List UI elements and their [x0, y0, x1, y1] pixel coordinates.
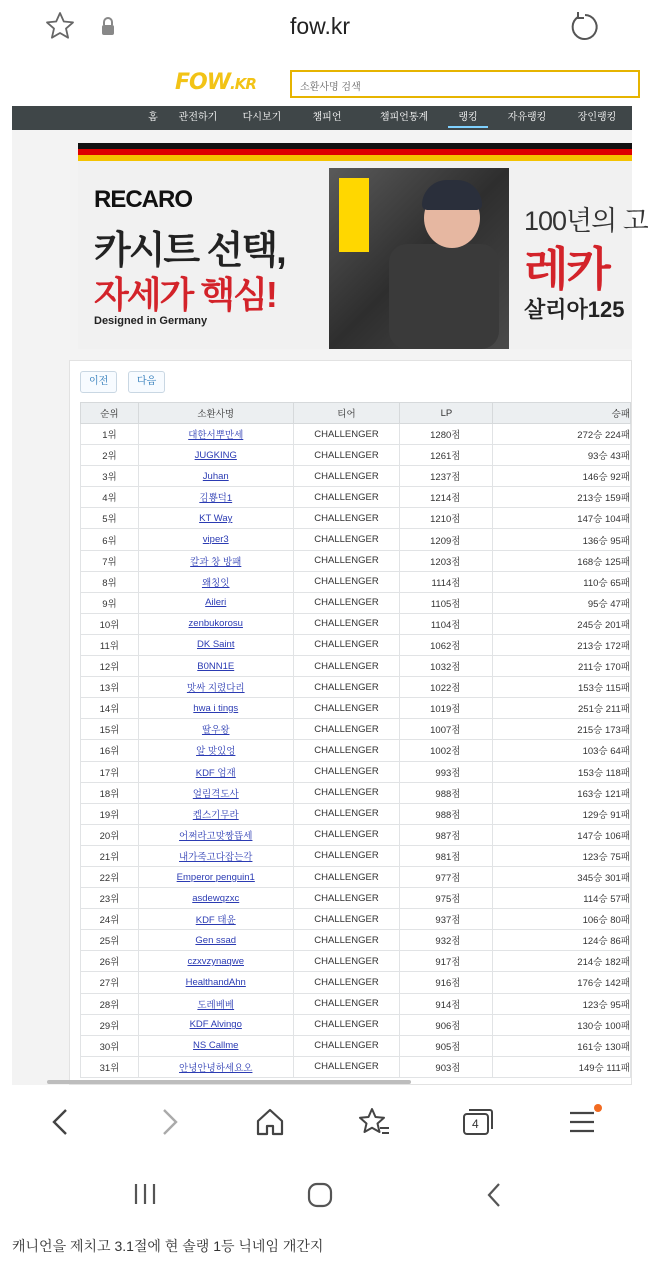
rank-cell: 17위 — [81, 761, 139, 782]
tier-cell: CHALLENGER — [293, 951, 400, 972]
col-rank[interactable]: 순위 — [81, 403, 139, 424]
summoner-name-link[interactable]: 김뿅덕1 — [138, 487, 293, 508]
next-page-button[interactable]: 다음 — [128, 371, 165, 393]
ad-brand-kr: 레카 — [524, 243, 609, 295]
col-summoner[interactable]: 소환사명 — [138, 403, 293, 424]
ad-banner[interactable] — [78, 143, 648, 349]
lp-cell: 1214점 — [400, 487, 493, 508]
summoner-name-link[interactable]: Aileri — [138, 592, 293, 613]
summoner-name-link[interactable]: 켑스기무라 — [138, 803, 293, 824]
rank-cell: 8위 — [81, 571, 139, 592]
table-row — [81, 445, 631, 466]
lp-cell: 1019점 — [400, 698, 493, 719]
rank-cell: 11위 — [81, 634, 139, 655]
tier-cell: CHALLENGER — [293, 634, 400, 655]
table-row — [81, 930, 631, 951]
rank-cell: 2위 — [81, 445, 139, 466]
summoner-name-link[interactable]: 얼림격도사 — [138, 782, 293, 803]
post-caption: 캐니언을 제치고 3.1절에 현 솔랭 1등 닉네임 개간지 — [12, 1238, 324, 1254]
rank-cell: 30위 — [81, 1035, 139, 1056]
lp-cell: 916점 — [400, 972, 493, 993]
table-row — [81, 677, 631, 698]
prev-page-button[interactable]: 이전 — [80, 371, 117, 393]
table-row — [81, 740, 631, 761]
table-row — [81, 972, 631, 993]
flag-stripe-gold — [78, 155, 632, 161]
horizontal-scrollbar[interactable] — [47, 1080, 411, 1084]
table-row — [81, 466, 631, 487]
summoner-search-input[interactable]: 소환사명 검색 — [290, 70, 640, 98]
rank-cell: 3위 — [81, 466, 139, 487]
table-row — [81, 993, 631, 1014]
table-row — [81, 888, 631, 909]
back-icon[interactable] — [44, 1104, 80, 1140]
record-cell: 168승 125패 — [493, 550, 631, 571]
tier-cell: CHALLENGER — [293, 866, 400, 887]
record-cell: 147승 106패 — [493, 824, 631, 845]
table-row — [81, 613, 631, 634]
web-viewport — [12, 60, 648, 1085]
ad-subline: 100년의 고 — [524, 206, 648, 236]
tier-cell: CHALLENGER — [293, 993, 400, 1014]
tier-cell: CHALLENGER — [293, 719, 400, 740]
table-row — [81, 656, 631, 677]
tier-cell: CHALLENGER — [293, 698, 400, 719]
browser-address-bar — [0, 0, 640, 56]
tab-count: 4 — [472, 1117, 479, 1131]
adac-badge — [339, 178, 369, 252]
table-row — [81, 1014, 631, 1035]
lp-cell: 906점 — [400, 1014, 493, 1035]
record-cell: 153승 118패 — [493, 761, 631, 782]
table-row — [81, 782, 631, 803]
summoner-name-link[interactable]: NS Callme — [138, 1035, 293, 1056]
reload-icon[interactable] — [568, 10, 602, 44]
rank-cell: 22위 — [81, 866, 139, 887]
tier-cell: CHALLENGER — [293, 550, 400, 571]
table-row — [81, 571, 631, 592]
tier-cell: CHALLENGER — [293, 656, 400, 677]
summoner-name-link[interactable]: JUGKING — [138, 445, 293, 466]
nav-ranking[interactable]: 랭킹 — [448, 106, 488, 130]
lp-cell: 1007점 — [400, 719, 493, 740]
ad-photo-child-car-seat — [329, 168, 509, 349]
rank-cell: 12위 — [81, 656, 139, 677]
lp-cell: 905점 — [400, 1035, 493, 1056]
lp-cell: 1261점 — [400, 445, 493, 466]
lp-cell: 1105점 — [400, 592, 493, 613]
nav-home[interactable]: 홈 — [148, 112, 158, 123]
table-row — [81, 951, 631, 972]
menu-icon — [566, 1104, 602, 1140]
nav-flex-ranking[interactable]: 자유랭킹 — [507, 112, 547, 123]
lp-cell: 993점 — [400, 761, 493, 782]
record-cell: 153승 115패 — [493, 677, 631, 698]
lp-cell: 1203점 — [400, 550, 493, 571]
summoner-name-link[interactable]: zenbukorosu — [138, 613, 293, 634]
lp-cell: 937점 — [400, 909, 493, 930]
url-text[interactable]: fow.kr — [289, 13, 351, 39]
rank-cell: 31위 — [81, 1056, 139, 1077]
summoner-name-link[interactable]: 왜칭잇 — [138, 571, 293, 592]
table-row — [81, 803, 631, 824]
tier-cell: CHALLENGER — [293, 487, 400, 508]
nav-mastery-ranking[interactable]: 장인랭킹 — [577, 112, 617, 123]
tier-cell: CHALLENGER — [293, 613, 400, 634]
tier-cell: CHALLENGER — [293, 571, 400, 592]
ad-headline-2: 자세가 핵심! — [94, 274, 276, 315]
lp-cell: 917점 — [400, 951, 493, 972]
summoner-name-link[interactable]: KDF 엄재 — [138, 761, 293, 782]
lp-cell: 1022점 — [400, 677, 493, 698]
rank-cell: 13위 — [81, 677, 139, 698]
lp-cell: 1104점 — [400, 613, 493, 634]
record-cell: 272승 224패 — [493, 424, 631, 445]
lp-cell: 1114점 — [400, 571, 493, 592]
record-cell: 211승 170패 — [493, 656, 631, 677]
lp-cell: 1062점 — [400, 634, 493, 655]
record-cell: 95승 47패 — [493, 592, 631, 613]
record-cell: 103승 64패 — [493, 740, 631, 761]
record-cell: 163승 121패 — [493, 782, 631, 803]
rank-cell: 16위 — [81, 740, 139, 761]
forward-icon[interactable] — [150, 1104, 186, 1140]
lp-cell: 1280점 — [400, 424, 493, 445]
record-cell: 147승 104패 — [493, 508, 631, 529]
rank-cell: 23위 — [81, 888, 139, 909]
tier-cell: CHALLENGER — [293, 1035, 400, 1056]
record-cell: 136승 95패 — [493, 529, 631, 550]
menu-button[interactable] — [566, 1104, 602, 1140]
record-cell: 161승 130패 — [493, 1035, 631, 1056]
record-cell: 110승 65패 — [493, 571, 631, 592]
record-cell: 251승 211패 — [493, 698, 631, 719]
rank-cell: 24위 — [81, 909, 139, 930]
record-cell: 215승 173패 — [493, 719, 631, 740]
record-cell: 129승 91패 — [493, 803, 631, 824]
rank-cell: 1위 — [81, 424, 139, 445]
summoner-name-link[interactable]: HealthandAhn — [138, 972, 293, 993]
record-cell: 213승 172패 — [493, 634, 631, 655]
table-row — [81, 529, 631, 550]
nav-replay[interactable]: 다시보기 — [242, 112, 282, 123]
tier-cell: CHALLENGER — [293, 740, 400, 761]
table-header-row — [81, 403, 631, 424]
tier-cell: CHALLENGER — [293, 1056, 400, 1077]
rank-cell: 9위 — [81, 592, 139, 613]
summoner-name-link[interactable]: czxvzynaqwe — [138, 951, 293, 972]
table-row — [81, 866, 631, 887]
lp-cell: 914점 — [400, 993, 493, 1014]
tier-cell: CHALLENGER — [293, 592, 400, 613]
ad-tagline: Designed in Germany — [94, 315, 208, 327]
tier-cell: CHALLENGER — [293, 1014, 400, 1035]
tabs-button[interactable] — [460, 1104, 496, 1140]
system-home-icon[interactable] — [305, 1180, 335, 1210]
ranking-panel — [69, 360, 632, 1085]
nav-champion-stats[interactable]: 챔피언통계 — [379, 112, 429, 123]
lp-cell: 977점 — [400, 866, 493, 887]
browser-toolbar — [0, 1088, 640, 1158]
ad-headline-1: 카시트 선택, — [94, 230, 285, 272]
col-tier[interactable]: 티어 — [293, 403, 400, 424]
rank-cell: 5위 — [81, 508, 139, 529]
tier-cell: CHALLENGER — [293, 845, 400, 866]
table-row — [81, 487, 631, 508]
rank-cell: 19위 — [81, 803, 139, 824]
rank-cell: 15위 — [81, 719, 139, 740]
tier-cell: CHALLENGER — [293, 930, 400, 951]
lp-cell: 932점 — [400, 930, 493, 951]
summoner-name-link[interactable]: 안녕안녕하세요오 — [138, 1056, 293, 1077]
summoner-name-link[interactable]: 내가죽고다잡는각 — [138, 845, 293, 866]
record-cell: 149승 111패 — [493, 1056, 631, 1077]
summoner-name-link[interactable]: 대한서뿌만세 — [138, 424, 293, 445]
col-record[interactable]: 승패 — [493, 403, 631, 424]
tier-cell: CHALLENGER — [293, 972, 400, 993]
record-cell: 93승 43패 — [493, 445, 631, 466]
table-row — [81, 845, 631, 866]
table-row — [81, 698, 631, 719]
summoner-name-link[interactable]: KDF 태윤 — [138, 909, 293, 930]
record-cell: 146승 92패 — [493, 466, 631, 487]
tier-cell: CHALLENGER — [293, 761, 400, 782]
lp-cell: 988점 — [400, 782, 493, 803]
lp-cell: 1002점 — [400, 740, 493, 761]
table-row — [81, 824, 631, 845]
tier-cell: CHALLENGER — [293, 824, 400, 845]
table-row — [81, 1056, 631, 1077]
rank-cell: 26위 — [81, 951, 139, 972]
table-row — [81, 634, 631, 655]
table-row — [81, 761, 631, 782]
home-icon[interactable] — [252, 1104, 288, 1140]
summoner-name-link[interactable]: 딸우왕 — [138, 719, 293, 740]
summoner-name-link[interactable]: asdewqzxc — [138, 888, 293, 909]
lp-cell: 975점 — [400, 888, 493, 909]
rank-cell: 21위 — [81, 845, 139, 866]
tier-cell: CHALLENGER — [293, 677, 400, 698]
lp-cell: 981점 — [400, 845, 493, 866]
nav-spectate[interactable]: 관전하기 — [178, 112, 218, 123]
tier-cell: CHALLENGER — [293, 466, 400, 487]
record-cell: 123승 95패 — [493, 993, 631, 1014]
table-row — [81, 1035, 631, 1056]
summoner-name-link[interactable]: Emperor penguin1 — [138, 866, 293, 887]
main-nav — [12, 106, 632, 130]
table-row — [81, 424, 631, 445]
rank-cell: 18위 — [81, 782, 139, 803]
table-row — [81, 508, 631, 529]
table-row — [81, 719, 631, 740]
record-cell: 124승 86패 — [493, 930, 631, 951]
tier-cell: CHALLENGER — [293, 909, 400, 930]
record-cell: 114승 57패 — [493, 888, 631, 909]
table-row — [81, 909, 631, 930]
summoner-name-link[interactable]: KT Way — [138, 508, 293, 529]
ranking-table — [80, 402, 631, 1078]
rank-cell: 29위 — [81, 1014, 139, 1035]
summoner-name-link[interactable]: hwa i tings — [138, 698, 293, 719]
recent-apps-icon[interactable] — [130, 1180, 160, 1208]
record-cell: 176승 142패 — [493, 972, 631, 993]
tier-cell: CHALLENGER — [293, 782, 400, 803]
rank-cell: 7위 — [81, 550, 139, 571]
table-row — [81, 592, 631, 613]
lp-cell: 903점 — [400, 1056, 493, 1077]
record-cell: 106승 80패 — [493, 909, 631, 930]
system-nav-bar — [0, 1160, 640, 1230]
tier-cell: CHALLENGER — [293, 424, 400, 445]
summoner-name-link[interactable]: viper3 — [138, 529, 293, 550]
ad-brand: RECARO — [94, 186, 193, 213]
lp-cell: 988점 — [400, 803, 493, 824]
system-back-icon[interactable] — [480, 1180, 510, 1210]
tier-cell: CHALLENGER — [293, 529, 400, 550]
tier-cell: CHALLENGER — [293, 888, 400, 909]
tier-cell: CHALLENGER — [293, 803, 400, 824]
summoner-name-link[interactable]: 칼과 창 방패 — [138, 550, 293, 571]
record-cell: 214승 182패 — [493, 951, 631, 972]
tier-cell: CHALLENGER — [293, 445, 400, 466]
table-row — [81, 550, 631, 571]
rank-cell: 14위 — [81, 698, 139, 719]
summoner-name-link[interactable]: DK Saint — [138, 634, 293, 655]
lp-cell: 1032점 — [400, 656, 493, 677]
summoner-name-link[interactable]: Juhan — [138, 466, 293, 487]
lp-cell: 1210점 — [400, 508, 493, 529]
rank-cell: 4위 — [81, 487, 139, 508]
rank-cell: 6위 — [81, 529, 139, 550]
summoner-name-link[interactable]: 도레베베 — [138, 993, 293, 1014]
rank-cell: 25위 — [81, 930, 139, 951]
nav-champion[interactable]: 챔피언 — [312, 112, 342, 123]
ad-product: 살리아125 — [524, 297, 625, 322]
record-cell: 130승 100패 — [493, 1014, 631, 1035]
summoner-name-link[interactable]: Gen ssad — [138, 930, 293, 951]
summoner-name-link[interactable]: 알 맞있엉 — [138, 740, 293, 761]
site-header — [12, 60, 632, 106]
record-cell: 213승 159패 — [493, 487, 631, 508]
lp-cell: 1237점 — [400, 466, 493, 487]
rank-cell: 28위 — [81, 993, 139, 1014]
col-lp[interactable]: LP — [400, 403, 493, 424]
summoner-name-link[interactable]: KDF Alvingo — [138, 1014, 293, 1035]
rank-cell: 10위 — [81, 613, 139, 634]
record-cell: 345승 301패 — [493, 866, 631, 887]
bookmarks-icon[interactable] — [356, 1104, 392, 1140]
summoner-name-link[interactable]: 맛싸 지렸다리 — [138, 677, 293, 698]
lp-cell: 987점 — [400, 824, 493, 845]
rank-cell: 20위 — [81, 824, 139, 845]
site-logo[interactable]: FOW.KR — [175, 70, 256, 95]
tier-cell: CHALLENGER — [293, 508, 400, 529]
lp-cell: 1209점 — [400, 529, 493, 550]
summoner-name-link[interactable]: 어쩌라고맞짱뜹세 — [138, 824, 293, 845]
record-cell: 123승 75패 — [493, 845, 631, 866]
record-cell: 245승 201패 — [493, 613, 631, 634]
summoner-name-link[interactable]: B0NN1E — [138, 656, 293, 677]
rank-cell: 27위 — [81, 972, 139, 993]
